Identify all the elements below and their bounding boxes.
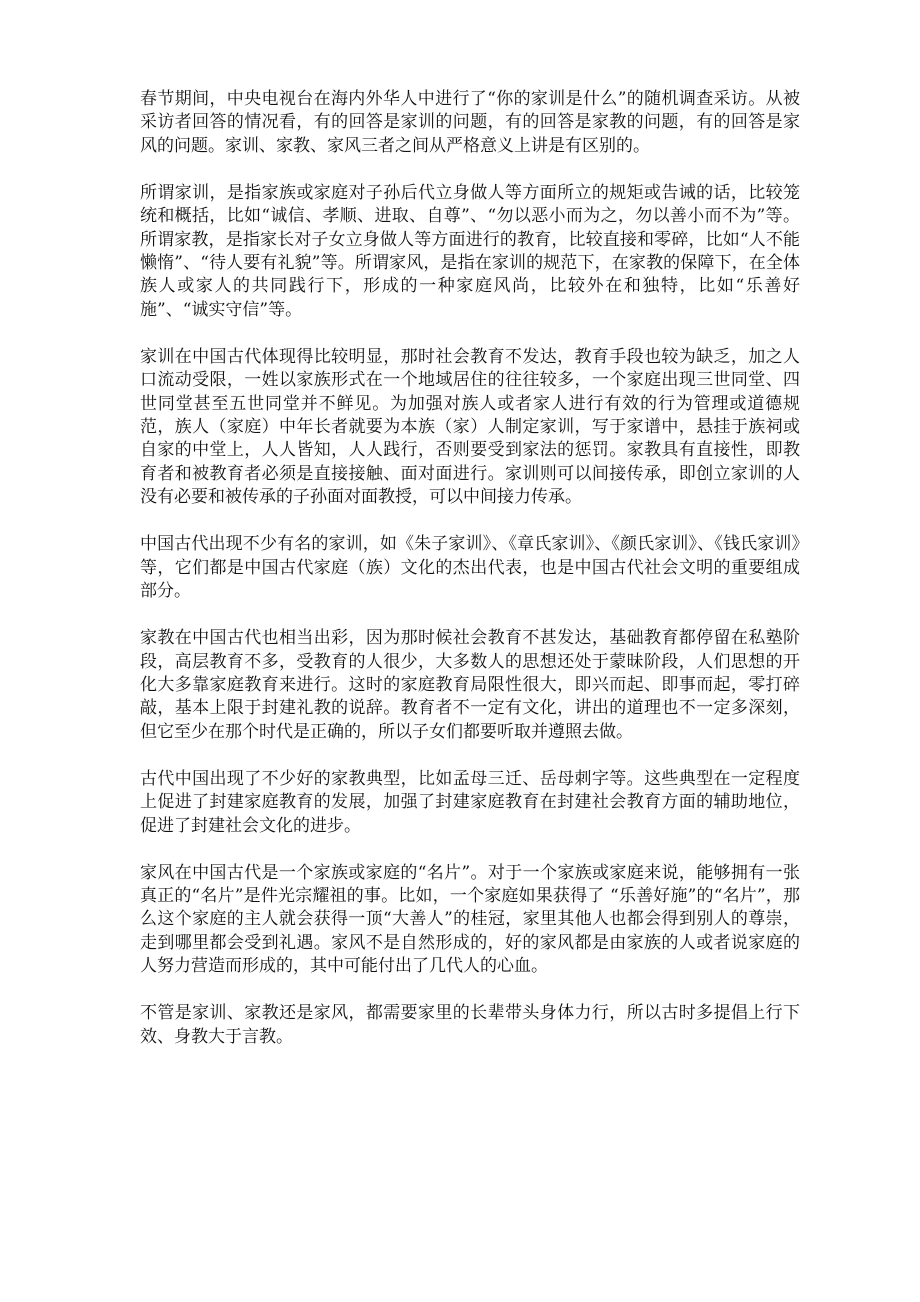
paragraph-1: 春节期间，中央电视台在海内外华人中进行了“你的家训是什么”的随机调查采访。从被采访者回答的情况看，有的回答是家训的问题，有的回答是家教的问题，有的回答是家风的问题。家训、家教、家风三者之间从严格意义上讲是有区别的。 <box>140 89 800 156</box>
paragraph-6: 古代中国出现了不少好的家教典型，比如孟母三迁、岳母刺字等。这些典型在一定程度上促进了封建家庭教育的发展，加强了封建家庭教育在封建社会教育方面的辅助地位，促进了封建社会文化的进步。 <box>140 768 800 836</box>
paragraph-7: 家风在中国古代是一个家族或家庭的“名片”。对于一个家族或家庭来说，能够拥有一张真正的“名片”是件光宗耀祖的事。比如，一个家庭如果获得了 “乐善好施”的“名片”，那么这个家庭的主人就会获得一顶“大善人”的桂冠，家里其他人也都会得到别人的尊崇，走到哪里都会受到礼遇。家风不是自然形成的，好的家风都是由家族的人或者说家庭的人努力营造而形成的，其中可能付出了几代人的心血。 <box>140 862 800 977</box>
document-page <box>140 88 800 1073</box>
paragraph-2: 所谓家训，是指家族或家庭对子孙后代立身做人等方面所立的规矩或告诫的话，比较笼统和概括，比如“诚信、孝顺、进取、自尊”、“勿以恶小而为之，勿以善小而不为”等。所谓家教，是指家长对子女立身做人等方面进行的教育，比较直接和零碎，比如“人不能懒惰”、“待人要有礼貌”等。所谓家风，是指在家训的规范下，在家教的保障下，在全体族人或家人的共同践行下，形成的一种家庭风尚，比较外在和独特，比如“乐善好施”、“诚实守信”等。 <box>140 182 800 320</box>
paragraph-8: 不管是家训、家教还是家风，都需要家里的长辈带头身体力行，所以古时多提倡上行下效、身教大于言教。 <box>140 1003 800 1047</box>
paragraph-5: 家教在中国古代也相当出彩，因为那时候社会教育不甚发达，基础教育都停留在私塾阶段，高层教育不多，受教育的人很少，大多数人的思想还处于蒙昧阶段，人们思想的开化大多靠家庭教育来进行。这时的家庭教育局限性很大，即兴而起、即事而起，零打碎敲，基本上限于封建礼教的说辞。教育者不一定有文化，讲出的道理也不一定多深刻，但它至少在那个时代是正确的，所以子女们都要听取并遵照去做。 <box>140 628 800 742</box>
paragraph-3: 家训在中国古代体现得比较明显，那时社会教育不发达，教育手段也较为缺乏，加之人口流动受限，一姓以家族形式在一个地域居住的往往较多，一个家庭出现三世同堂、四世同堂甚至五世同堂并不鲜见。为加强对族人或者家人进行有效的行为管理或道德规范，族人（家庭）中年长者就要为本族（家）人制定家训，写于家谱中，悬挂于族祠或自家的中堂上，人人皆知，人人践行，否则要受到家法的惩罚。家教具有直接性，即教育者和被教育者必须是直接接触、面对面进行。家训则可以间接传承，即创立家训的人没有必要和被传承的子孙面对面教授，可以中间接力传承。 <box>140 346 800 508</box>
paragraph-4: 中国古代出现不少有名的家训，如《朱子家训》、《章氏家训》、《颜氏家训》、《钱氏家训》等，它们都是中国古代家庭（族）文化的杰出代表，也是中国古代社会文明的重要组成部分。 <box>140 534 800 602</box>
